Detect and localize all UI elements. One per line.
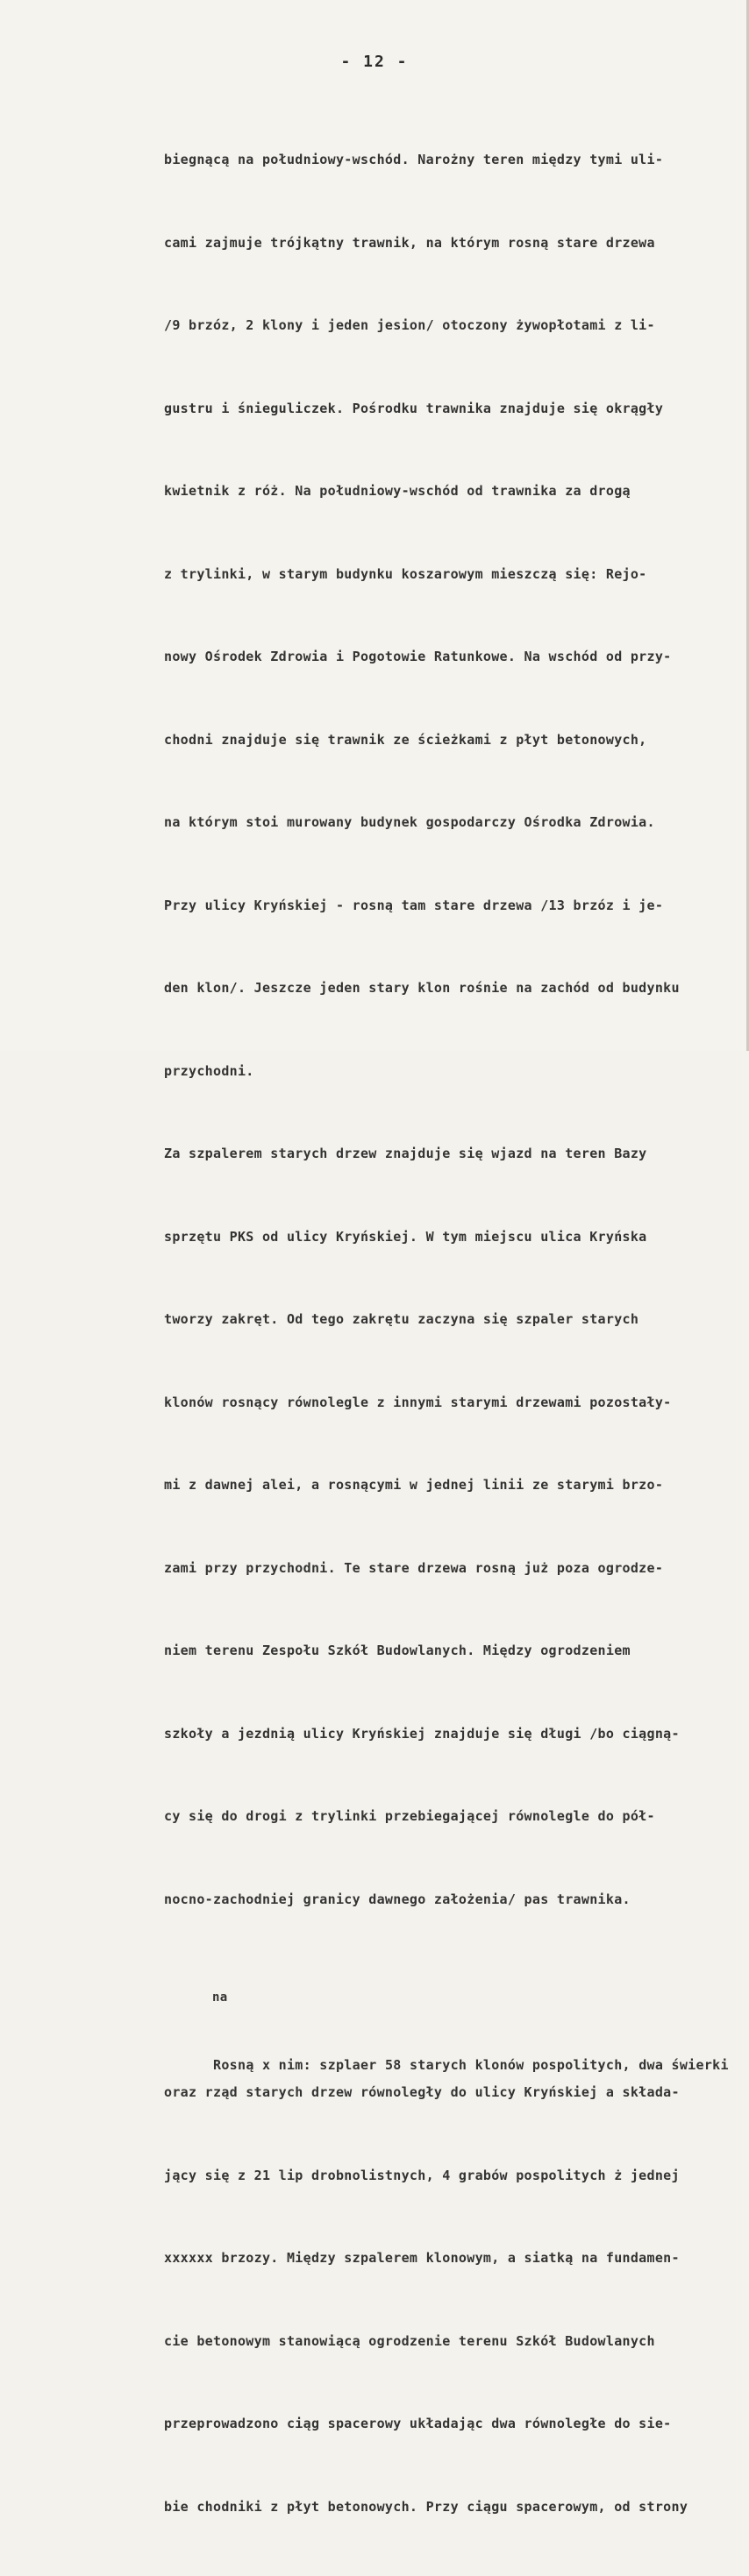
text-line: klonów rosnący równolegle z innymi starymi drzewami pozostały- xyxy=(164,1394,672,1410)
text-line: szkoły a jezdnią ulicy Kryńskiej znajduje się długi /bo ciągną- xyxy=(164,1725,680,1742)
text-line: cie betonowym stanowiącą ogrodzenie terenu Szkół Budowlanych xyxy=(164,2332,655,2349)
text-line: tworzy zakręt. Od tego zakrętu zaczyna się szpaler starych xyxy=(164,1311,639,1327)
text-line: bie chodniki z płyt betonowych. Przy ciągu spacerowym, od strony xyxy=(164,2498,688,2515)
text-line: biegnącą na południowy-wschód. Narożny teren między tymi uli- xyxy=(164,152,664,167)
text-line: cy się do drogi z trylinki przebiegającej równolegle do pół- xyxy=(164,1808,655,1824)
text-line: gustru i śnieguliczek. Pośrodku trawnika znajduje się okrągły xyxy=(164,400,664,416)
text-line: przychodni. xyxy=(164,1062,254,1079)
text-line: przeprowadzono ciąg spacerowy układając dwa równoległe do sie- xyxy=(164,2416,672,2431)
handwritten-insertion: na xyxy=(212,1990,228,2005)
text-line: nocno-zachodniej granicy dawnego założenia/ pas trawnika. xyxy=(164,1891,631,1907)
text-line: mi z dawnej alei, a rosnącymi w jednej linii ze starymi brzo- xyxy=(164,1477,664,1493)
text-line: kwietnik z róż. Na południowy-wschód od trawnika za drogą xyxy=(164,483,631,499)
text-line: Przy ulicy Kryńskiej - rosną tam stare drzewa /13 brzóz i je- xyxy=(164,897,664,913)
text-line: /9 brzóz, 2 klony i jeden jesion/ otoczony żywopłotami z li- xyxy=(164,317,655,333)
page-number: - 12 - xyxy=(340,53,409,71)
text-line: z trylinki, w starym budynku koszarowym mieszczą się: Rejo- xyxy=(164,565,647,582)
text-line: zami przy przychodni. Te stare drzewa rosną już poza ogrodze- xyxy=(164,1559,664,1576)
corrected-line xyxy=(164,1990,738,2073)
text-line: Rosną x nim: szplaer 58 starych klonów pospolitych, dwa świerki xyxy=(213,2056,729,2073)
text-line: nowy Ośrodek Zdrowia i Pogotowie Ratunkowe. Na wschód od przy- xyxy=(164,649,672,664)
text-line: jący się z 21 lip drobnolistnych, 4 grabów pospolitych ż jednej xyxy=(164,2167,680,2183)
text-line: niem terenu Zespołu Szkół Budowlanych. Między ogrodzeniem xyxy=(164,1643,631,1658)
text-line: sprzętu PKS od ulicy Kryńskiej. W tym miejscu ulica Kryńska xyxy=(164,1228,647,1245)
text-line: xxxxxx brzozy. Między szpalerem klonowym, a siatką na fundamen- xyxy=(164,2250,680,2266)
text-line: den klon/. Jeszcze jeden stary klon rośnie na zachód od budynku xyxy=(164,980,680,996)
text-line: chodni znajduje się trawnik ze ścieżkami z płyt betonowych, xyxy=(164,731,647,748)
text-line: na którym stoi murowany budynek gospodarczy Ośrodka Zdrowia. xyxy=(164,814,655,830)
typewritten-text xyxy=(164,91,738,2576)
text-line: oraz rząd starych drzew równoległy do ulicy Kryńskiej a składa- xyxy=(164,2084,680,2100)
text-line: Za szpalerem starych drzew znajduje się wjazd na teren Bazy xyxy=(164,1146,647,1161)
text-line: cami zajmuje trójkątny trawnik, na którym rosną stare drzewa xyxy=(164,234,655,251)
